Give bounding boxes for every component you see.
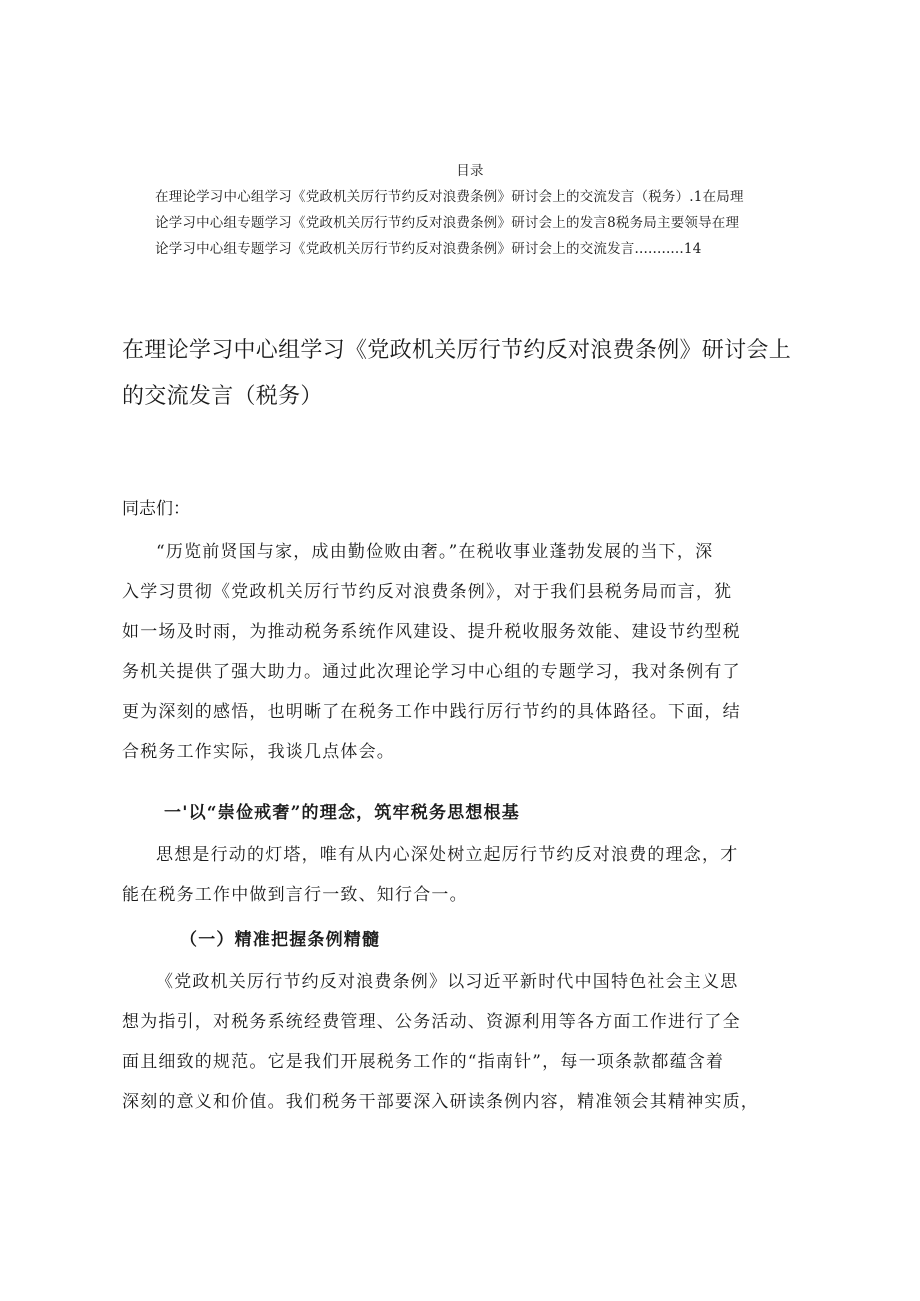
paragraph-2	[122, 835, 812, 915]
paragraph-line: 面且细致的规范。它是我们开展税务工作的“指南针”，每一项条款都蕴含着	[122, 1052, 725, 1072]
paragraph-line: 更为深刻的感悟，也明晰了在税务工作中践行厉行节约的具体路径。下面，结	[122, 702, 741, 722]
document-title	[122, 328, 822, 420]
paragraph-3	[122, 962, 812, 1122]
document-title-line-2: 的交流发言（税务）	[122, 384, 323, 409]
document-title-line-1: 在理论学习中心组学习《党政机关厉行节约反对浪费条例》研讨会上	[122, 338, 792, 363]
paragraph-line: 能在税务工作中做到言行一致、知行合一。	[122, 885, 468, 905]
section-heading-1	[122, 798, 812, 828]
table-of-contents	[155, 158, 815, 262]
subsection-heading-text: （一）精准把握条例精髓	[180, 930, 381, 950]
paragraph-line: 入学习贯彻《党政机关厉行节约反对浪费条例》，对于我们县税务局而言，犹	[122, 582, 733, 602]
toc-entry-1[interactable]: 在理论学习中心组学习《党政机关厉行节约反对浪费条例》研讨会上的交流发言（税务）.1在局理	[155, 189, 744, 205]
toc-entry-3[interactable]: 论学习中心组专题学习《党政机关厉行节约反对浪费条例》研讨会上的交流发言...........14	[155, 241, 702, 257]
paragraph-line: 合税务工作实际，我谈几点体会。	[122, 742, 395, 762]
paragraph-line: “历览前贤国与家，成由勤俭败由奢。”在税收事业蓬勃发展的当下，深	[156, 542, 714, 562]
subsection-heading-1	[122, 925, 812, 955]
salutation: 同志们：	[122, 499, 190, 519]
paragraph-line: 思想是行动的灯塔，唯有从内心深处树立起厉行节约反对浪费的理念，才	[156, 845, 739, 865]
paragraph-line: 《党政机关厉行节约反对浪费条例》以习近平新时代中国特色社会主义思	[156, 972, 739, 992]
paragraph-line: 想为指引，对税务系统经费管理、公务活动、资源利用等各方面工作进行了全	[122, 1012, 741, 1032]
toc-title: 目录	[456, 163, 484, 179]
paragraph-1	[122, 532, 812, 772]
paragraph-line: 深刻的意义和价值。我们税务干部要深入研读条例内容，精准领会其精神实质，	[122, 1092, 759, 1112]
section-heading-text: 一'以“崇俭戒奢”的理念，筑牢税务思想根基	[164, 803, 520, 823]
paragraph-line: 务机关提供了强大助力。通过此次理论学习中心组的专题学习，我对条例有了	[122, 662, 741, 682]
toc-entry-2[interactable]: 论学习中心组专题学习《党政机关厉行节约反对浪费条例》研讨会上的发言8税务局主要领导在理	[155, 215, 740, 231]
paragraph-line: 如一场及时雨，为推动税务系统作风建设、提升税收服务效能、建设节约型税	[122, 622, 741, 642]
